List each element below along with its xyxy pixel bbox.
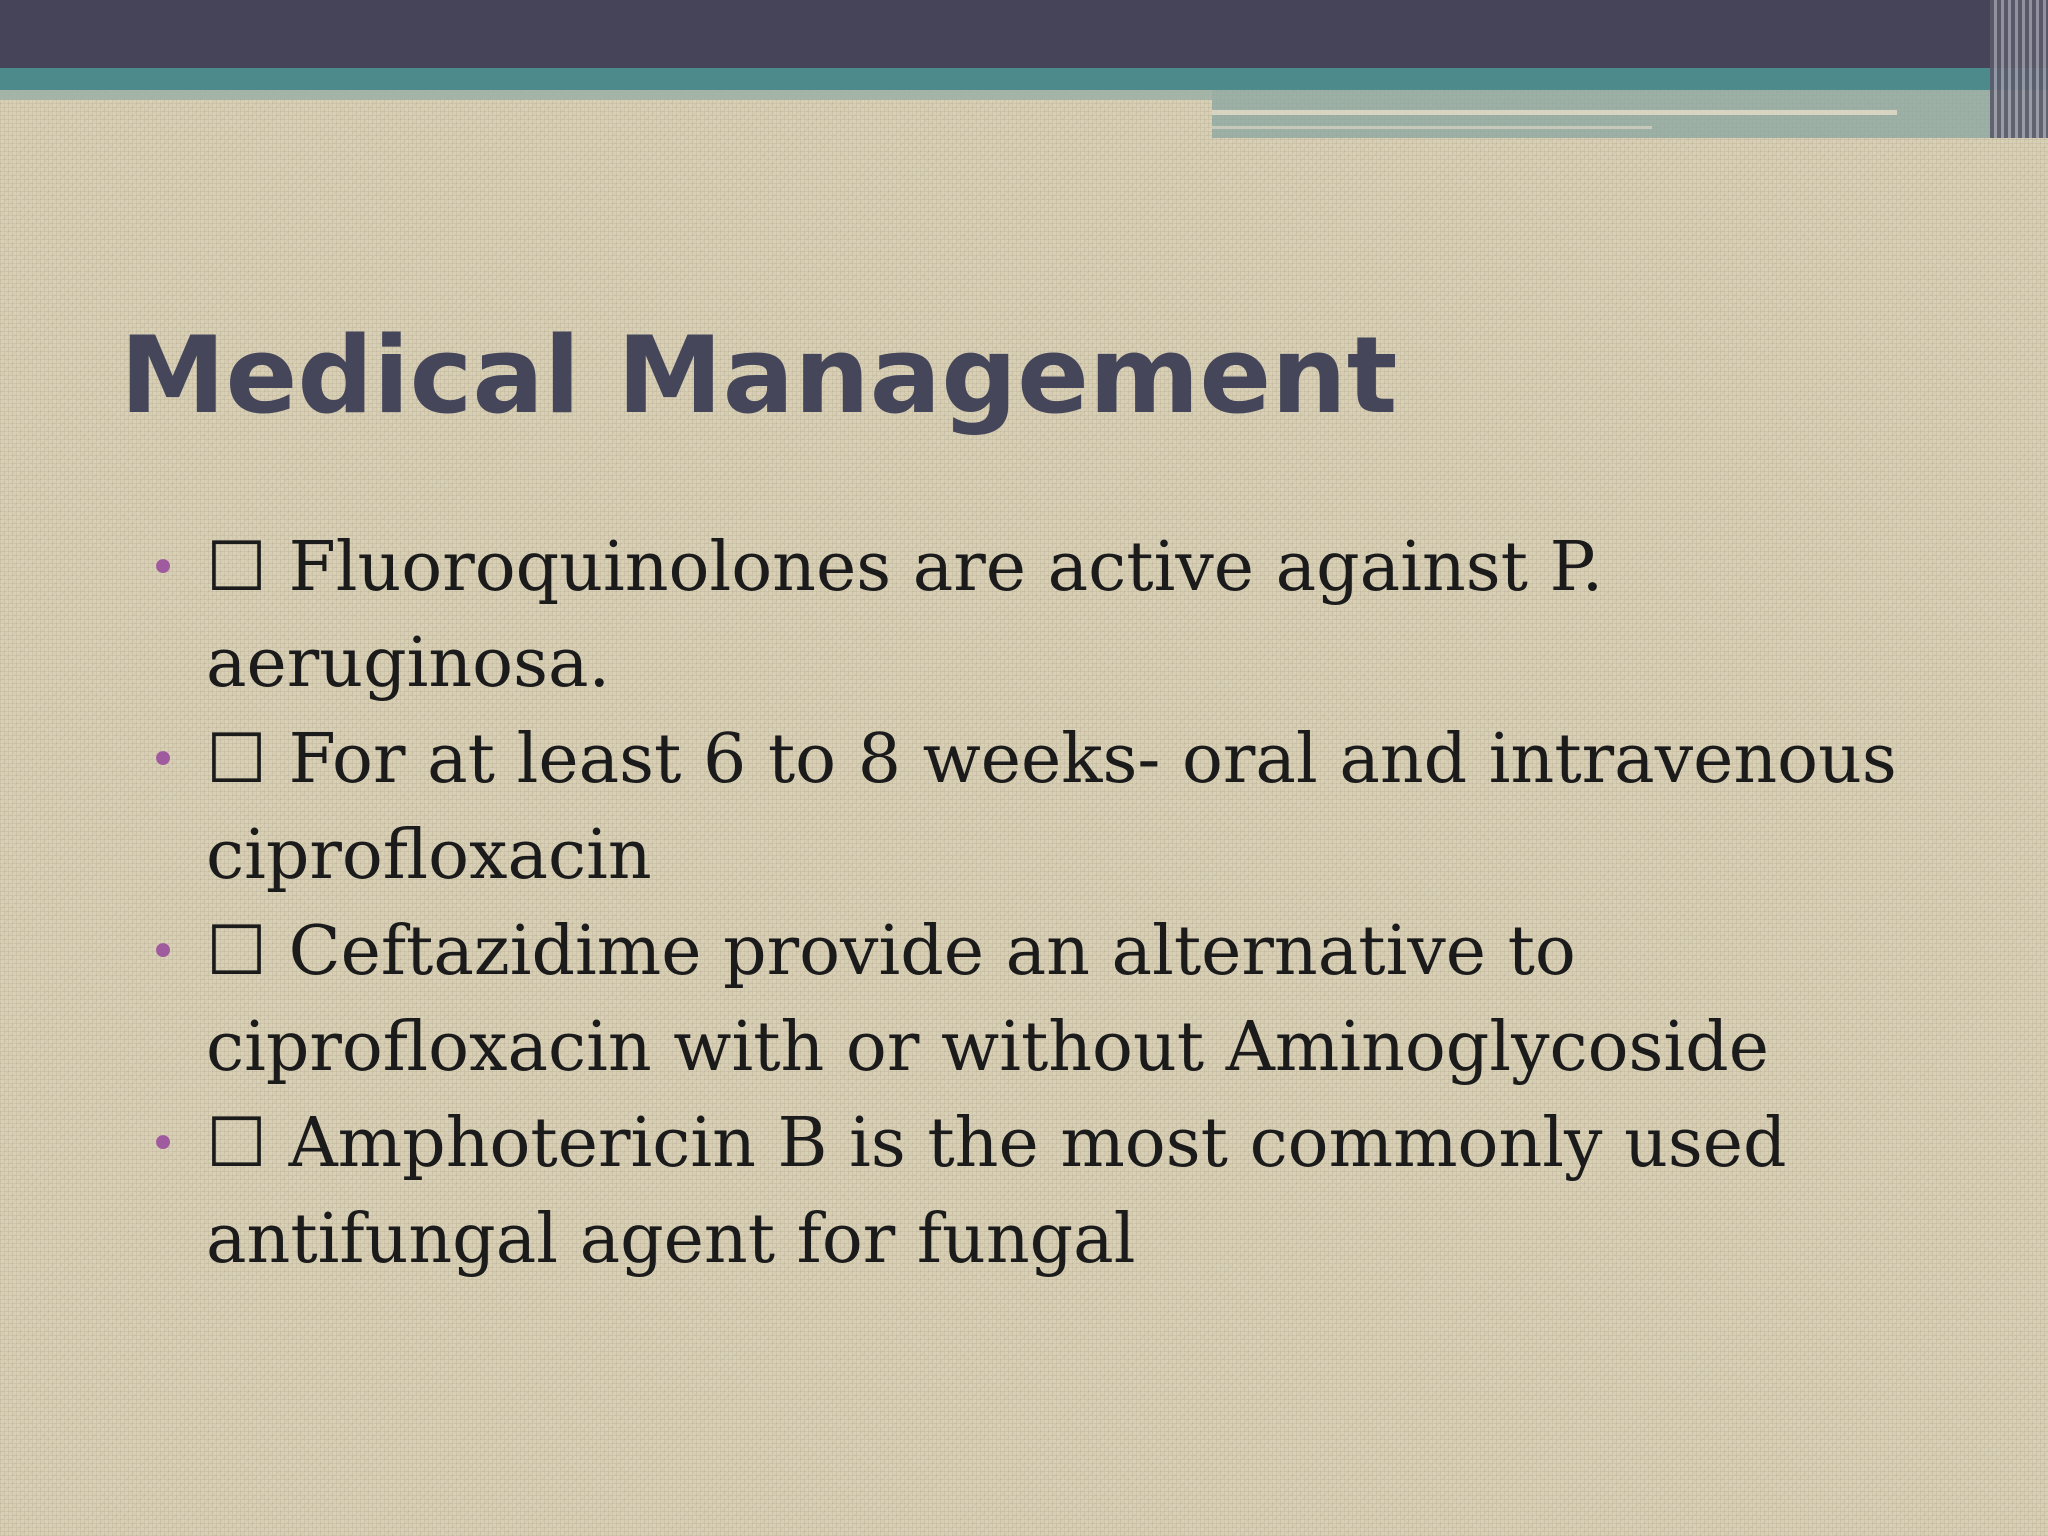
bullet-dot-icon: • — [148, 924, 178, 980]
bullet-dot-icon: • — [148, 540, 178, 596]
accent-line — [1212, 110, 1897, 115]
bullet-text: ☐ For at least 6 to 8 weeks- oral and intravenous ciprofloxacin — [206, 720, 1897, 895]
right-edge-stripes — [1990, 0, 2048, 138]
slide-title: Medical Management — [120, 314, 1398, 437]
bullet-dot-icon: • — [148, 732, 178, 788]
bullet-dot-icon: • — [148, 1116, 178, 1172]
bullet-text: ☐ Ceftazidime provide an alternative to ciprofloxacin with or without Aminoglycoside — [206, 912, 1769, 1087]
bullet-list — [148, 520, 1948, 1288]
light-accent-stripe — [0, 90, 1212, 100]
accent-line-secondary — [1212, 126, 1652, 129]
bullet-item-duration — [148, 712, 1948, 904]
teal-accent-stripe — [0, 68, 2048, 90]
bullet-item-ceftazidime — [148, 904, 1948, 1096]
bullet-text: ☐ Fluoroquinolones are active against P. aeruginosa. — [206, 528, 1604, 703]
bullet-item-amphotericin — [148, 1096, 1948, 1288]
top-header-bar — [0, 0, 2048, 68]
bullet-item-fluoroquinolones — [148, 520, 1948, 712]
bullet-text: ☐ Amphotericin B is the most commonly used antifungal agent for fungal — [206, 1104, 1787, 1279]
